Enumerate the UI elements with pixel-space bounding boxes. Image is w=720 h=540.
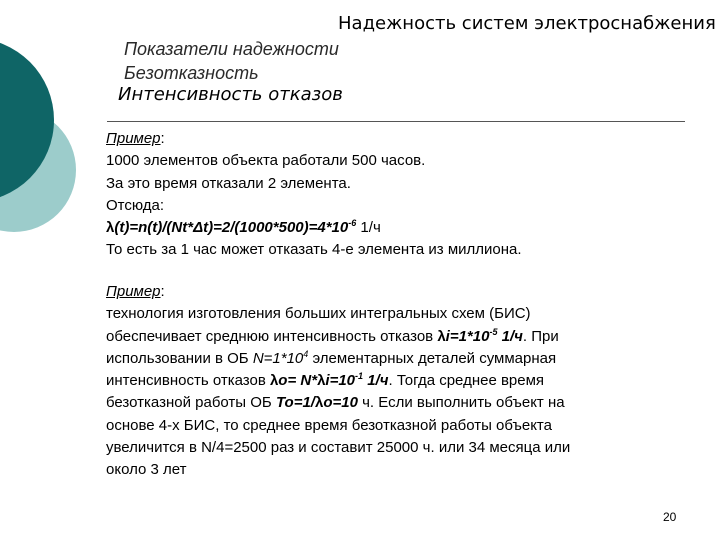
example-1-line: То есть за 1 час может отказать 4-е элемента из миллиона. — [106, 241, 522, 259]
example-1-line: Отсюда: — [106, 196, 165, 214]
example-2-heading: Пример: — [106, 283, 165, 300]
example-2-line: около 3 лет — [106, 461, 187, 479]
header-divider — [107, 121, 685, 122]
subsection-title: Безотказность — [124, 63, 259, 83]
course-title: Надежность систем электроснабжения — [338, 13, 716, 34]
section-title: Показатели надежности — [124, 39, 339, 59]
example-2-block — [106, 281, 570, 482]
example-1-heading: Пример: — [106, 130, 165, 147]
example-2-line: безотказной работы ОБ To=1/λo=10 ч. Если выполнить объект на — [106, 394, 565, 412]
example-1-block — [106, 128, 522, 262]
example-2-line: использовании в ОБ $N=1*10^4$ элементарных деталей суммарная — [106, 348, 557, 367]
example-2-line: увеличится в N/4=2500 раз и составит 25000 ч. или 34 месяца или — [106, 439, 571, 457]
topic-title: Интенсивность отказов — [118, 84, 343, 105]
page-number: 20 — [663, 510, 677, 524]
example-2-line: интенсивность отказов $\lambda o= N*\lambda i=10^{-1}$ 1/ч. Тогда среднее время — [106, 371, 545, 390]
example-2-line: технология изготовления больших интегральных схем (БИС) — [106, 305, 531, 323]
example-1-line: За это время отказали 2 элемента. — [106, 174, 351, 192]
example-1-line: 1000 элементов объекта работали 500 часов. — [106, 152, 426, 170]
example-2-line: основе 4-х БИС, то среднее время безотказной работы объекта — [106, 416, 552, 434]
decorative-circles — [0, 0, 90, 300]
example-1-formula: $\lambda(t)=n(t)/(Nt*\Delta t)=2/(1000*500)=4*10^{-6}$ 1/ч — [106, 218, 381, 237]
example-2-line: обеспечивает среднюю интенсивность отказов $\lambda i=1*10^{-5}$ 1/ч. При — [106, 326, 559, 345]
